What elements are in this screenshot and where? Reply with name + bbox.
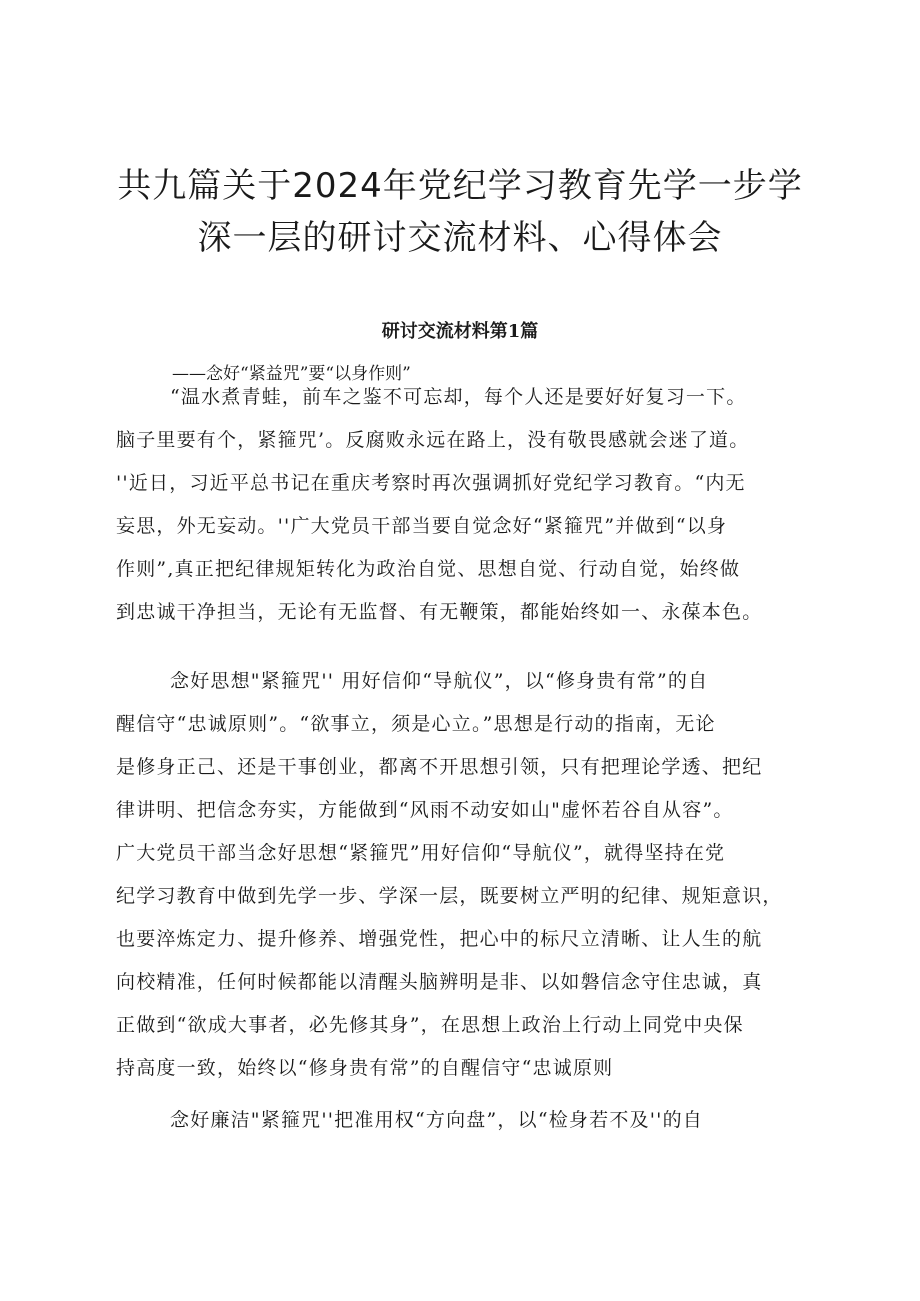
paragraph-line: 广大党员干部当念好思想“紧箍咒”用好信仰“导航仪”，就得坚持在党: [116, 842, 726, 864]
paragraph-line: 念好思想"紧箍咒'' 用好信仰“导航仪”，以“修身贵有常”的自: [170, 670, 709, 692]
paragraph-line: 到忠诚干净担当，无论有无监督、有无鞭策，都能始终如一、永葆本色。: [116, 601, 763, 623]
document-title: [100, 160, 820, 264]
paragraph-2: [116, 660, 812, 1090]
document-title-line-1: 共九篇关于2024年党纪学习教育先学一步学: [117, 166, 803, 206]
paragraph-line: 持高度一致，始终以“修身贵有常”的自醒信守“忠诚原则: [116, 1057, 614, 1079]
paragraph-line: “温水煮青蛙，前车之鉴不可忘却，每个人还是要好好复习一下。: [170, 386, 747, 408]
paragraph-line: 律讲明、把信念夯实，方能做到“风雨不动安如山"虚怀若谷自从容”。: [116, 799, 734, 821]
paragraph-line: 是修身正己、还是干事创业，都离不开思想引领，只有把理论学透、把纪: [116, 756, 763, 778]
paragraph-line: ''近日，习近平总书记在重庆考察时再次强调抓好党纪学习教育。“内无: [116, 472, 746, 494]
paragraph-line: 向校精准，任何时候都能以清醒头脑辨明是非、以如磐信念守住忠诚，真: [116, 971, 763, 993]
paragraph-line: 念好廉洁"紧箍咒''把准用权“方向盘”，以“检身若不及''的自: [170, 1109, 703, 1131]
paragraph-line: 也要淬炼定力、提升修养、增强党性，把心中的标尺立清晰、让人生的航: [116, 928, 763, 950]
document-title-line-2: 深一层的研讨交流材料、心得体会: [197, 218, 723, 258]
section-subtitle: ——念好“紧益咒”要“以身作则”: [172, 364, 411, 384]
paragraph-line: 脑子里要有个，紧箍咒’。反腐败永远在路上，没有敬畏感就会迷了道。: [116, 429, 750, 451]
paragraph-line: 醒信守“忠诚原则”。“欲事立，须是心立。”思想是行动的指南，无论: [116, 713, 716, 735]
paragraph-line: 作则”,真正把纪律规矩转化为政治自觉、思想自觉、行动自觉，始终做: [116, 558, 741, 580]
section-heading: 研讨交流材料第1篇: [381, 321, 539, 342]
paragraph-line: 正做到“欲成大事者，必先修其身”，在思想上政治上行动上同党中央保: [116, 1014, 744, 1036]
paragraph-3: [116, 1099, 812, 1142]
paragraph-line: 妄思，外无妄动。''广大党员干部当要自觉念好“紧箍咒”并做到“以身: [116, 515, 728, 537]
paragraph-1: [116, 376, 812, 634]
paragraph-line: 纪学习教育中做到先学一步、学深一层，既要树立严明的纪律、规矩意识，: [116, 885, 783, 907]
